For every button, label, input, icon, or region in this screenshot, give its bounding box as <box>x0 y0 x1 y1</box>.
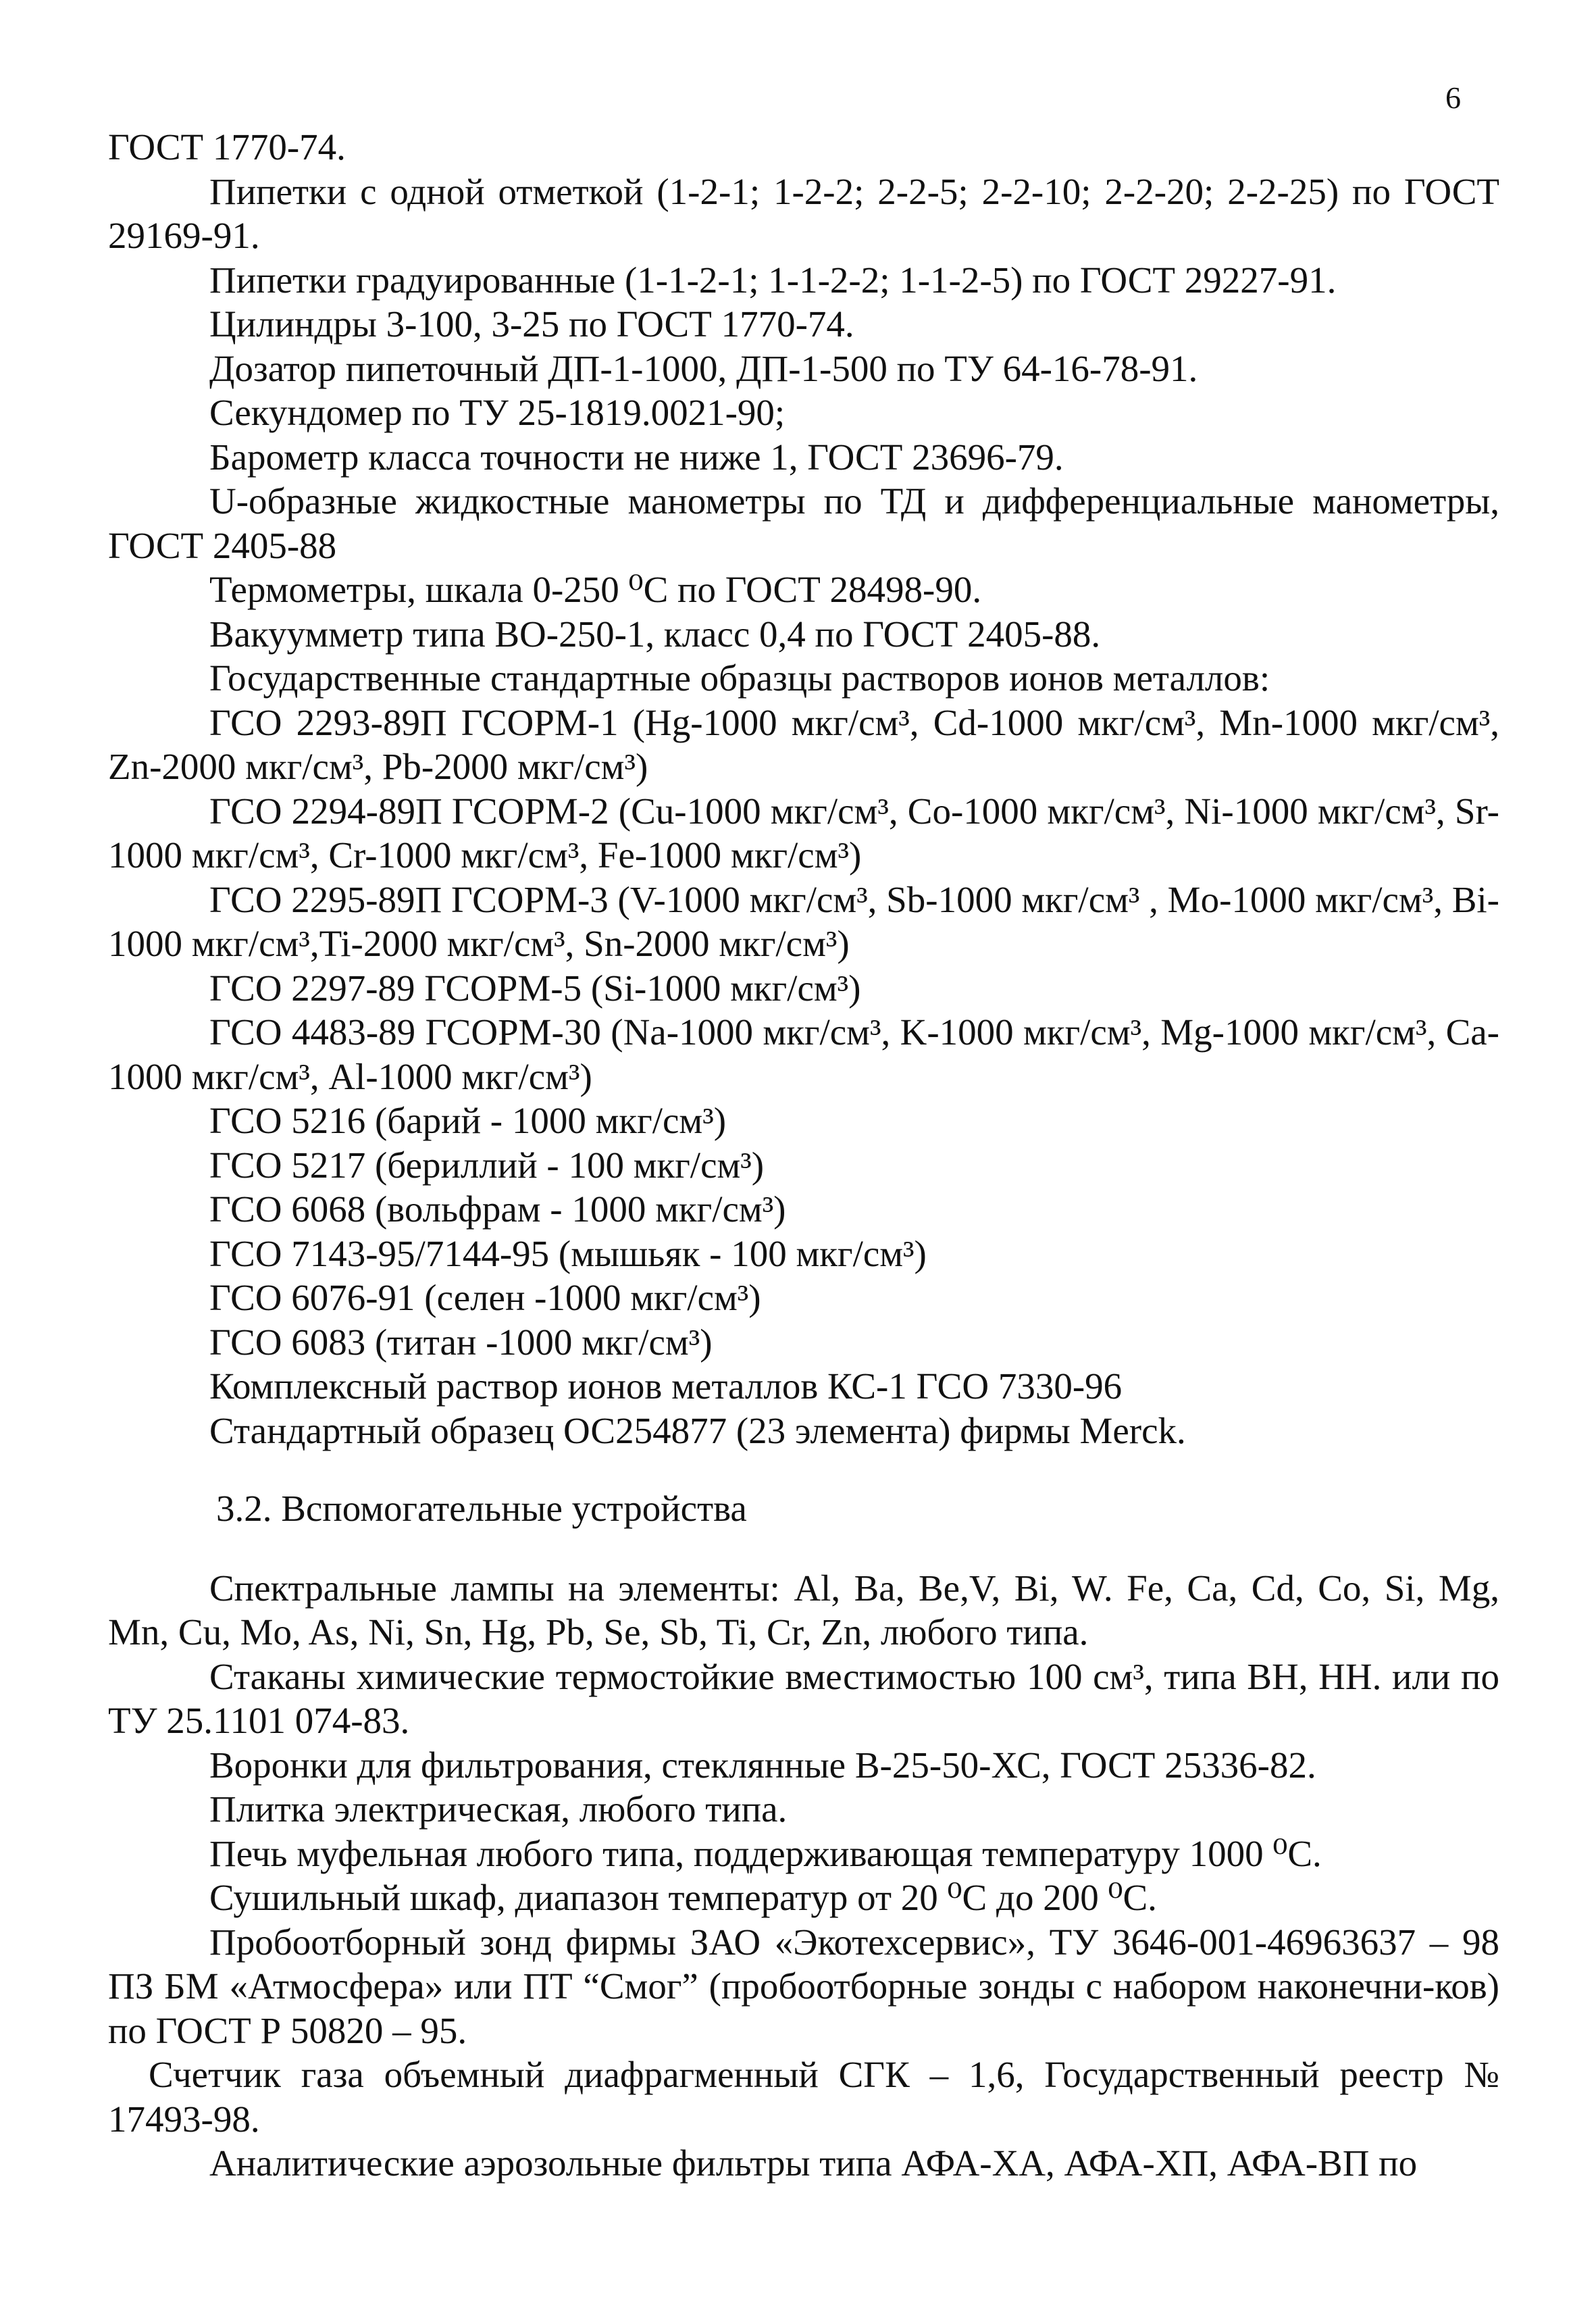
list-item: Аналитические аэрозольные фильтры типа АФА-ХА, АФА-ХП, АФА-ВП по <box>209 2142 1418 2184</box>
list-item: Секундомер по ТУ 25-1819.0021-90; <box>209 392 786 433</box>
list-item: Пипетки с одной отметкой (1-2-1; 1-2-2; 2-2-5; 2-2-10; 2-2-20; 2-2-25) по ГОСТ 29169-91. <box>108 170 1499 256</box>
list-item: Термометры, шкала 0-250 ⁰С по ГОСТ 28498-90. <box>209 569 982 610</box>
list-item: ГСО 5216 (барий - 1000 мкг/см³) <box>209 1100 727 1141</box>
list-item: Печь муфельная любого типа, поддерживающая температуру 1000 ⁰С. <box>209 1832 1322 1874</box>
section-heading: 3.2. Вспомогательные устройства <box>216 1488 747 1529</box>
list-item: ГСО 2293-89П ГСОРМ-1 (Hg-1000 мкг/см³, Cd-1000 мкг/см³, Mn-1000 мкг/см³, Zn-2000 мкг/см³, Pb-2000 мкг/см³) <box>108 701 1499 787</box>
list-item: Сушильный шкаф, диапазон температур от 20 ⁰С до 200 ⁰С. <box>209 1877 1157 1918</box>
list-item: Спектральные лампы на элементы: Al, Ba, Be,V, Bi, W. Fe, Ca, Cd, Co, Si, Mg, Mn, Cu, Mo, As, Ni, Sn, Hg, Pb, Se, Sb, Ti, Cr, Zn, любого типа. <box>108 1567 1499 1653</box>
auxiliary-devices-list <box>108 1566 1499 2186</box>
equipment-list <box>108 170 1499 1453</box>
list-item: ГСО 2297-89 ГСОРМ-5 (Si-1000 мкг/см³) <box>209 967 861 1009</box>
list-item: Стаканы химические термостойкие вместимостью 100 см³, типа ВН, НН. или по ТУ 25.1101 074-83. <box>108 1655 1499 1741</box>
list-item: ГСО 7143-95/7144-95 (мышьяк - 100 мкг/см³) <box>209 1232 927 1274</box>
list-item: Государственные стандартные образцы растворов ионов металлов: <box>209 657 1270 699</box>
list-item: U-образные жидкостные манометры по ТД и дифференциальные манометры, ГОСТ 2405-88 <box>108 480 1499 566</box>
list-item: ГСО 4483-89 ГСОРМ-30 (Na-1000 мкг/см³, K-1000 мкг/см³, Mg-1000 мкг/см³, Ca-1000 мкг/см³, Al-1000 мкг/см³) <box>108 1011 1499 1097</box>
list-item: Вакуумметр типа ВО-250-1, класс 0,4 по ГОСТ 2405-88. <box>209 613 1101 655</box>
document-body <box>108 125 1499 2186</box>
list-item: ГСО 5217 (бериллий - 100 мкг/см³) <box>209 1144 765 1186</box>
list-item: Стандартный образец ОС254877 (23 элемента) фирмы Merck. <box>209 1409 1186 1451</box>
list-item: Пипетки градуированные (1-1-2-1; 1-1-2-2; 1-1-2-5) по ГОСТ 29227-91. <box>209 259 1337 301</box>
list-item: ГСО 6076-91 (селен -1000 мкг/см³) <box>209 1277 761 1318</box>
list-item: Барометр класса точности не ниже 1, ГОСТ 23696-79. <box>209 436 1064 478</box>
page-number: 6 <box>1445 80 1461 115</box>
list-item: Воронки для фильтрования, стеклянные В-25-50-ХС, ГОСТ 25336-82. <box>209 1744 1316 1786</box>
list-item: ГСО 6083 (титан -1000 мкг/см³) <box>209 1321 713 1363</box>
list-item: Плитка электрическая, любого типа. <box>209 1788 788 1830</box>
list-item: Счетчик газа объемный диафрагменный СГК – 1,6, Государственный реестр № 17493-98. <box>108 2054 1499 2140</box>
list-item: ГСО 2294-89П ГСОРМ-2 (Cu-1000 мкг/см³, Co-1000 мкг/см³, Ni-1000 мкг/см³, Sr-1000 мкг/см³, Cr-1000 мкг/см³, Fe-1000 мкг/см³) <box>108 790 1499 876</box>
list-item: Цилиндры 3-100, 3-25 по ГОСТ 1770-74. <box>209 303 854 345</box>
list-item: ГСО 2295-89П ГСОРМ-3 (V-1000 мкг/см³, Sb-1000 мкг/см³ , Mo-1000 мкг/см³, Bi-1000 мкг/см³,Ti-2000 мкг/см³, Sn-2000 мкг/см³) <box>108 878 1499 964</box>
list-item: Дозатор пипеточный ДП-1-1000, ДП-1-500 по ТУ 64-16-78-91. <box>209 347 1198 389</box>
list-item: Комплексный раствор ионов металлов КС-1 ГСО 7330-96 <box>209 1365 1123 1407</box>
list-item: ГСО 6068 (вольфрам - 1000 мкг/см³) <box>209 1188 786 1230</box>
list-item: Пробоотборный зонд фирмы ЗАО «Экотехсервис», ТУ 3646-001-46963637 – 98 ПЗ БМ «Атмосфера» или ПТ “Смог” (пробоотборные зонды с набором наконечни-ков) по ГОСТ Р 50820 – 95. <box>108 1921 1499 2051</box>
paragraph-top-line: ГОСТ 1770-74. <box>108 126 346 168</box>
